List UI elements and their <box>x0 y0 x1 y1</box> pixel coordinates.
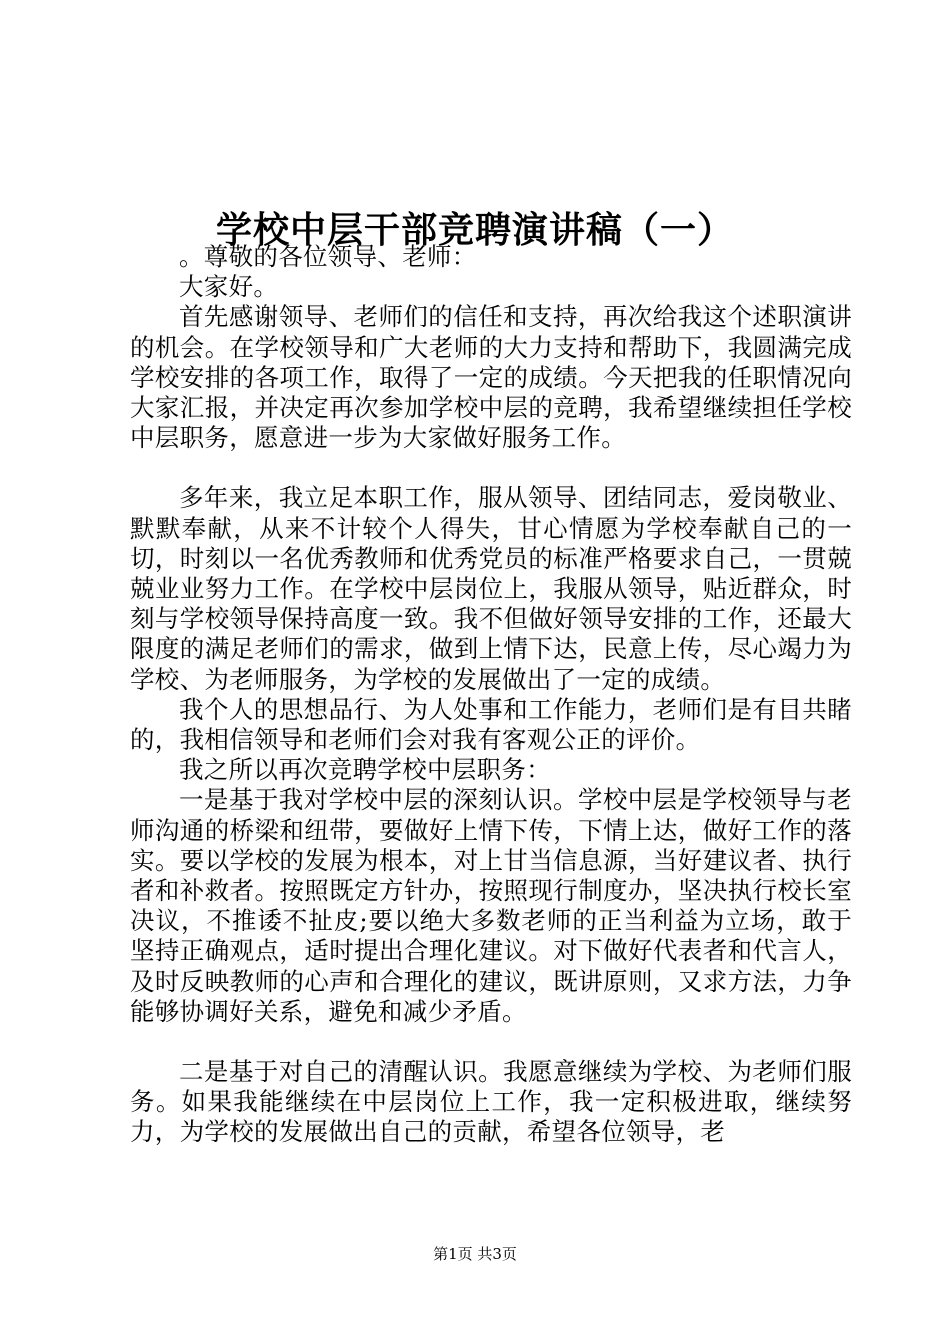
greeting-paragraph: 大家好。 <box>179 272 279 302</box>
salutation-paragraph: 。尊敬的各位领导、老师： <box>179 242 477 271</box>
document-body <box>130 242 852 1148</box>
body-paragraph: 我个人的思想品行、为人处事和工作能力，老师们是有目共睹的，我相信领导和老师们会对我有客观公正的评价。 <box>130 694 852 755</box>
body-paragraph: 二是基于对自己的清醒认识。我愿意继续为学校、为老师们服务。如果我能继续在中层岗位上工作，我一定积极进取，继续努力，为学校的发展做出自己的贡献，希望各位领导，老 <box>130 1057 852 1147</box>
body-paragraph: 我之所以再次竞聘学校中层职务： <box>179 755 551 785</box>
page-number-footer: 第1页 共3页 <box>433 1245 517 1263</box>
body-paragraph: 一是基于我对学校中层的深刻认识。学校中层是学校领导与老师沟通的桥梁和纽带，要做好上情下传，下情上达，做好工作的落实。要以学校的发展为根本，对上甘当信息源，当好建议者、执行者和补救者。按照既定方针办，按照现行制度办，坚决执行校长室决议，不推诿不扯皮;要以绝大多数老师的正当利益为立场，敢于坚持正确观点，适时提出合理化建议。对下做好代表者和代言人，及时反映教师的心声和合理化的建议，既讲原则，又求方法，力争能够协调好关系，避免和减少矛盾。 <box>130 785 852 1026</box>
page-title: 学校中层干部竞聘演讲稿（一） <box>215 209 734 252</box>
body-paragraph: 多年来，我立足本职工作，服从领导、团结同志，爱岗敬业、默默奉献，从来不计较个人得失，甘心情愿为学校奉献自己的一切，时刻以一名优秀教师和优秀党员的标准严格要求自己，一贯兢兢业业努力工作。在学校中层岗位上，我服从领导，贴近群众，时刻与学校领导保持高度一致。我不但做好领导安排的工作，还最大限度的满足老师们的需求，做到上情下达，民意上传，尽心竭力为学校、为老师服务，为学校的发展做出了一定的成绩。 <box>130 483 852 694</box>
body-paragraph: 首先感谢领导、老师们的信任和支持，再次给我这个述职演讲的机会。在学校领导和广大老师的大力支持和帮助下，我圆满完成学校安排的各项工作，取得了一定的成绩。今天把我的任职情况向大家汇报，并决定再次参加学校中层的竞聘，我希望继续担任学校中层职务，愿意进一步为大家做好服务工作。 <box>130 302 852 453</box>
